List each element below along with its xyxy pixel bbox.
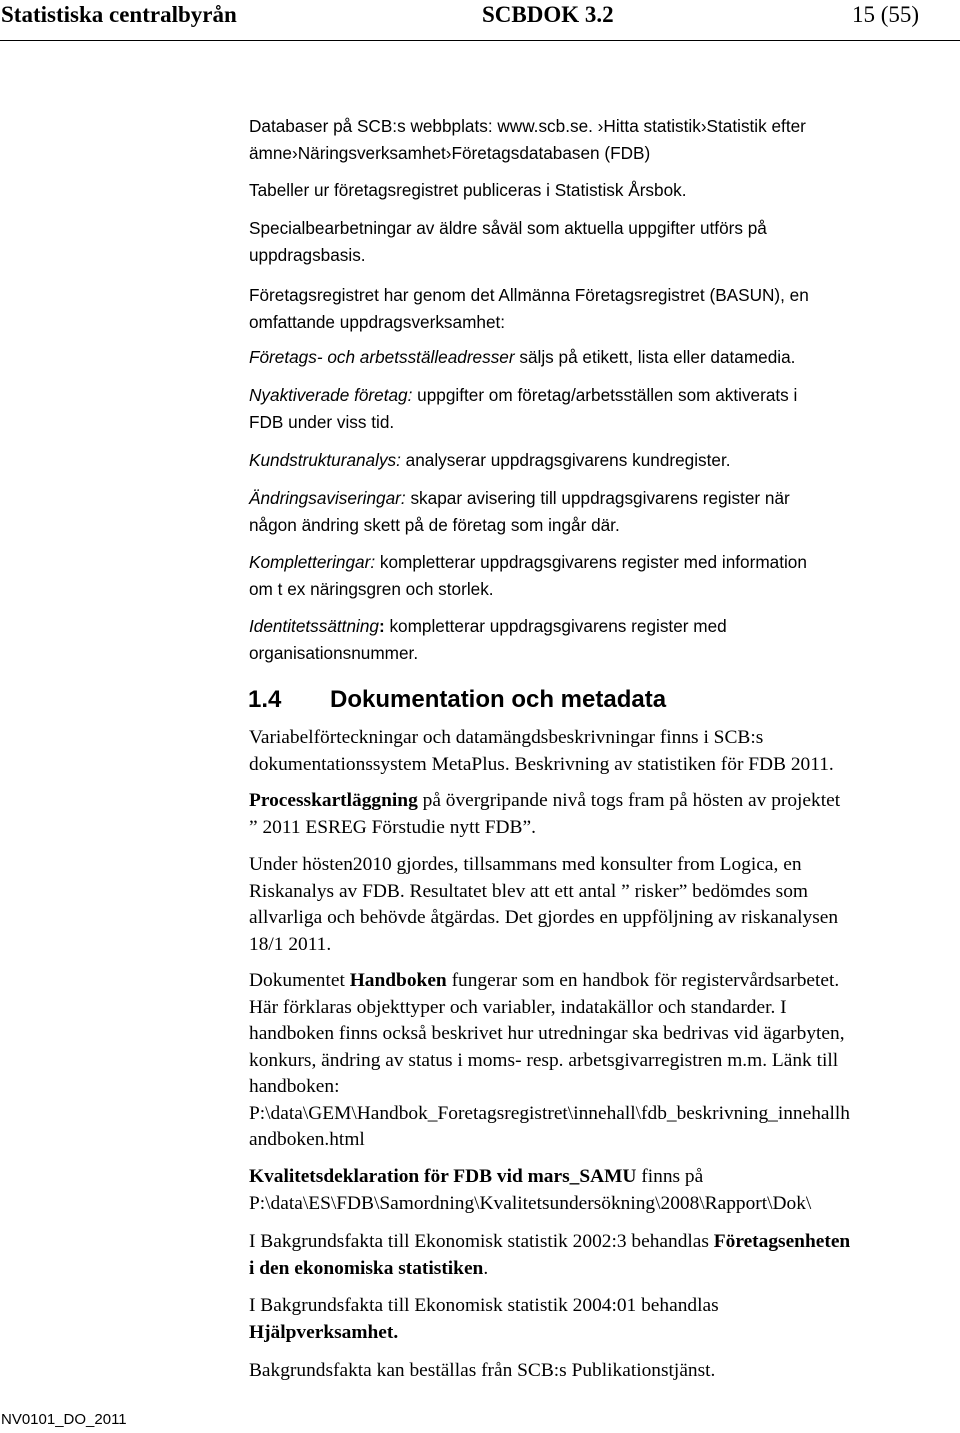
text-run: kompletterar uppdragsgivarens register med [384,616,727,636]
text-run: skapar avisering till uppdragsgivarens register när [405,488,790,508]
text-line: Databaser på SCB:s webbplats: www.scb.se. ›Hitta statistik›Statistik efter [249,116,806,136]
text-line: någon ändring skett på de företag som ingår där. [249,515,620,535]
bold-term: Handboken [349,970,447,991]
text-line: Specialbearbetningar av äldre såväl som aktuella uppgifter utförs på [249,218,767,238]
paragraph-metaplus [249,725,957,778]
paragraph-background-2002 [249,1229,957,1282]
paragraph-background-2004 [249,1293,957,1346]
paragraph-change-notices [249,485,957,539]
text-run: finns på [636,1166,704,1187]
header-rule [0,40,960,41]
text-run: Dokumentet [249,970,350,991]
handbook-path: P:\data\GEM\Handbok_Foretagsregistret\innehall\fdb_beskrivning_innehallh [249,1102,850,1124]
paragraph-risk-analysis [249,852,957,958]
italic-term: Företags- och arbetsställeadresser [249,347,515,367]
text-line: Företagsregistret har genom det Allmänna Företagsregistret (BASUN), en [249,285,809,305]
paragraph-basun [249,282,957,336]
italic-term: Kompletteringar: [249,552,376,572]
text-line: Riskanalys av FDB. Resultatet blev att ett antal ” risker” bedömdes som [249,880,808,902]
italic-term: Kundstrukturanalys: [249,450,401,470]
handbook-path-end: andboken.html [249,1129,365,1150]
text-run: kompletterar uppdragsgivarens register med information [375,552,807,572]
text-line: ” 2011 ESREG Förstudie nytt FDB”. [249,816,536,838]
header-page-number: 15 (55) [852,2,920,27]
text-run: : [378,616,385,636]
header-document-id: SCBDOK 3.2 [482,2,614,27]
bold-term: i den ekonomiska statistiken [249,1257,484,1279]
section-heading [248,686,666,714]
text-line: omfattande uppdragsverksamhet: [249,312,506,332]
bold-term: Hjälpverksamhet. [249,1321,399,1343]
paragraph-identity [249,613,957,667]
text-run: på övergripande nivå togs fram på hösten av projektet [417,790,841,811]
paragraph-addresses [249,344,957,371]
header-organization: Statistiska centralbyrån [1,2,237,27]
paragraph-process-mapping [249,788,957,841]
text-line: organisationsnummer. [249,643,419,663]
paragraph-special [249,215,957,269]
text-line: FDB under viss tid. [249,412,395,432]
text-run: säljs på etikett, lista eller datamedia. [514,347,796,367]
text-line: Variabelförteckningar och datamängdsbeskrivningar finns i SCB:s [249,727,764,748]
paragraph-databases [249,113,957,167]
text-line: 18/1 2011. [249,933,332,955]
text-line: Under hösten2010 gjordes, tillsammans med konsulter from Logica, en [249,854,802,875]
text-line: I Bakgrundsfakta till Ekonomisk statistik 2004:01 behandlas [249,1295,719,1316]
section-title: Dokumentation och metadata [330,686,667,713]
bold-term: Företagsenheten [713,1231,851,1252]
text-line: om t ex näringsgren och storlek. [249,579,494,599]
paragraph-order-info: Bakgrundsfakta kan beställas från SCB:s Publikationstjänst. [249,1360,716,1381]
italic-term: Nyaktiverade företag: [249,385,413,405]
text-run: . [483,1257,489,1279]
text-line: handboken: [249,1076,340,1097]
text-run: analyserar uppdragsgivarens kundregister. [400,450,731,470]
paragraph-new-companies [249,382,957,436]
text-line: dokumentationssystem MetaPlus. Beskrivning av statistiken för FDB 2011. [249,753,834,775]
text-run: uppgifter om företag/arbetsställen som aktiverats i [412,385,798,405]
text-line: ämne›Näringsverksamhet›Företagsdatabasen (FDB) [249,143,651,163]
text-line: allvarliga och behövde åtgärdas. Det gjordes en uppföljning av riskanalysen [249,907,839,928]
quality-path: P:\data\ES\FDB\Samordning\Kvalitetsundersökning\2008\Rapport\Dok\ [249,1192,812,1214]
text-line: konkurs, ändring av status i moms- resp. arbetsgivarregistren m.m. Länk till [249,1049,839,1071]
paragraph-customer-analysis [249,447,957,474]
bold-term: Kvalitetsdeklaration för FDB vid mars_SAMU [249,1166,637,1187]
paragraph-handbook [249,968,957,1154]
text-run: fungerar som en handbok för registervårdsarbetet. [446,970,840,991]
paragraph-quality-declaration [249,1164,957,1217]
text-line: handboken finns också beskrivet hur utredningar ska bedrivas vid ägarbyten, [249,1023,845,1044]
footer-document-code: NV0101_DO_2011 [1,1411,127,1428]
italic-term: Ändringsaviseringar: [249,488,406,508]
text-line: Här förklaras objekttyper och variabler, indatakällor och standarder. I [249,996,787,1018]
text-run: I Bakgrundsfakta till Ekonomisk statistik 2002:3 behandlas [249,1231,714,1252]
section-number: 1.4 [248,686,282,713]
paragraph-tables: Tabeller ur företagsregistret publiceras i Statistisk Årsbok. [249,180,687,200]
text-line: uppdragsbasis. [249,245,366,265]
italic-term: Identitetssättning [249,616,379,636]
bold-term: Processkartläggning [249,790,418,811]
paragraph-supplements [249,549,957,603]
